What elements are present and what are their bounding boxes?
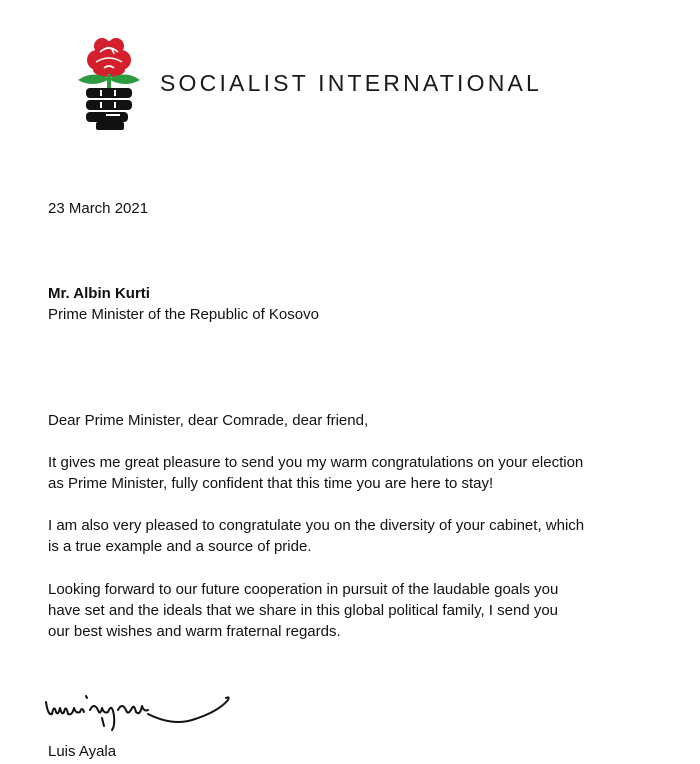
paragraph-line: as Prime Minister, fully confident that this time you are here to stay! [48, 475, 494, 492]
recipient-name: Mr. Albin Kurti [48, 285, 150, 302]
paragraph-line: our best wishes and warm fraternal regards. [48, 623, 341, 640]
paragraph-line: It gives me great pleasure to send you my warm congratulations on your election [48, 454, 584, 471]
letterhead [74, 34, 594, 134]
paragraph-line: I am also very pleased to congratulate you on the diversity of your cabinet, which [48, 517, 585, 534]
signer-name: Luis Ayala [48, 743, 117, 760]
paragraph-line: Looking forward to our future cooperation in pursuit of the laudable goals you [48, 581, 559, 598]
recipient-title: Prime Minister of the Republic of Kosovo [48, 306, 319, 323]
paragraph-line: is a true example and a source of pride. [48, 538, 312, 555]
organization-name: SOCIALIST INTERNATIONAL [160, 70, 543, 96]
salutation: Dear Prime Minister, dear Comrade, dear friend, [48, 412, 369, 429]
letter-date: 23 March 2021 [48, 200, 149, 217]
rose-in-fist-logo-icon [74, 34, 144, 130]
paragraph-line: have set and the ideals that we share in this global political family, I send you [48, 602, 559, 619]
handwritten-signature-icon [42, 686, 234, 734]
